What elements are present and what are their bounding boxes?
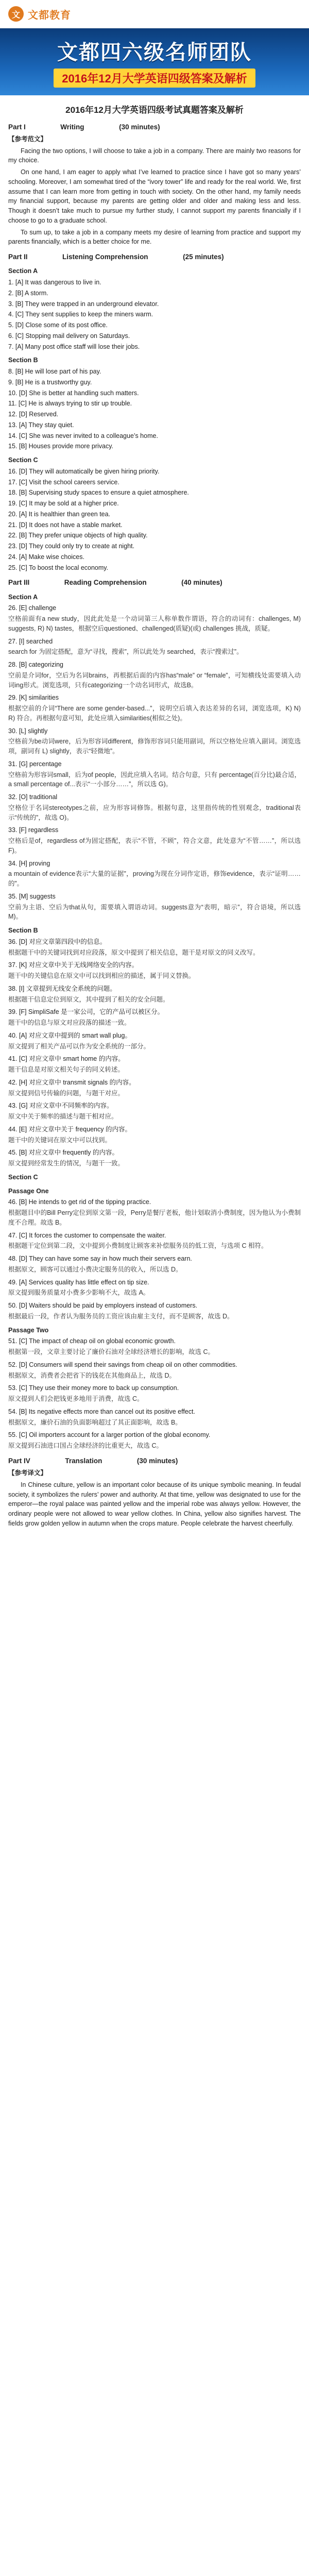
answer-explanation: 题干信息是对原文相关句子的同义转述。 bbox=[8, 1066, 125, 1073]
answer-item: 31. [G] percentage bbox=[8, 760, 62, 768]
part1-time: (30 minutes) bbox=[119, 123, 160, 131]
part2-label: Part II bbox=[8, 253, 28, 261]
part3-heading bbox=[8, 578, 301, 588]
part1-essay bbox=[8, 146, 301, 247]
answer-item: 5. [D] Close some of its post office. bbox=[8, 321, 108, 329]
part3-section-c-label: Section C bbox=[8, 1173, 38, 1181]
answer-explanation: 空前是介词for，空后为名词brains，再根据后面的内容has“male” or “female”，可知横线处需要填入动词ing形式。浏览选项，只有categorizing一个动名词形式，故选B。 bbox=[8, 671, 301, 689]
answer-item: 34. [H] proving bbox=[8, 859, 50, 867]
logo-text: 文都教育 bbox=[28, 9, 71, 21]
answer-item: 39. [F] SimpliSafe 是一家公司，它的产品可以被区分。 bbox=[8, 1008, 164, 1016]
answer-item: 11. [C] He is always trying to stir up trouble. bbox=[8, 400, 132, 408]
answer-item: 18. [B] Supervising study spaces to ensure a quiet atmosphere. bbox=[8, 489, 189, 497]
logo-icon: 文 bbox=[8, 6, 24, 22]
answer-item: 3. [B] They were trapped in an underground elevator. bbox=[8, 300, 159, 308]
answer-explanation: 原文提到人们会把钱更多地用于消费，故选 C。 bbox=[8, 1395, 144, 1402]
answer-item: 32. [O] traditional bbox=[8, 793, 58, 801]
answer-item: 50. [D] Waiters should be paid by employers instead of customers. bbox=[8, 1302, 198, 1309]
answer-item: 53. [C] They use their money more to back up consumption. bbox=[8, 1384, 179, 1392]
answer-item: 37. [K] 对应文章中关于无线网络安全的内容。 bbox=[8, 961, 139, 969]
top-bar bbox=[0, 0, 309, 28]
part4-heading bbox=[8, 1456, 301, 1466]
passage-one-list bbox=[8, 1197, 301, 1321]
answer-item: 14. [C] She was never invited to a colleague’s home. bbox=[8, 432, 158, 439]
answer-explanation: search for 为固定搭配，意为“寻找，搜索”，所以此处为 searched，表示“搜索过”。 bbox=[8, 648, 243, 656]
answer-item: 15. [B] Houses provide more privacy. bbox=[8, 443, 114, 450]
part3-time: (40 minutes) bbox=[181, 579, 222, 587]
answer-item: 8. [B] He will lose part of his pay. bbox=[8, 368, 101, 375]
answer-item: 42. [H] 对应文章中 transmit signals 的内容。 bbox=[8, 1078, 135, 1086]
part2-name: Listening Comprehension bbox=[62, 253, 148, 261]
essay-paragraph: Facing the two options, I will choose to take a job in a company. There are mainly two reasons for my choice. bbox=[8, 147, 301, 164]
answer-item: 44. [E] 对应文章中关于 frequency 的内容。 bbox=[8, 1125, 131, 1133]
part2-section-c-label: Section C bbox=[8, 456, 38, 464]
answer-item: 10. [D] She is better at handling such matters. bbox=[8, 389, 139, 397]
answer-item: 12. [D] Reserved. bbox=[8, 411, 59, 418]
part2-section-c-list bbox=[8, 467, 301, 573]
passage-one-label: Passage One bbox=[8, 1187, 49, 1195]
answer-explanation: 空格前面有a new study，因此此处是一个动词第三人称单数作谓语，符合的动词有：challenges, M) suggests, R) N) tastes，根据空后questioned、challenged(质疑)(或) challenges 挑战，质疑。 bbox=[8, 615, 301, 632]
answer-explanation: 题干中的关键词在原文中可以找到。 bbox=[8, 1136, 112, 1144]
part2-section-a-list bbox=[8, 278, 301, 351]
answer-explanation: 原文提到了相关产品可以作为安全系统的一部分。 bbox=[8, 1042, 150, 1050]
answer-item: 45. [B] 对应文章中 frequently 的内容。 bbox=[8, 1149, 118, 1157]
banner-title: 文都四六级名师团队 bbox=[57, 41, 252, 64]
part1-ref-label: 【参考范文】 bbox=[8, 135, 47, 143]
answer-explanation: 空格前为形容词small，后为of people，因此应填入名词。结合句意，只有 percentage(百分比)最合适，a small percentage of...表示“一小部分……”，所以选 G)。 bbox=[8, 771, 301, 788]
answer-explanation: 根据最后一段，作者认为服务员的工资应该由雇主支付，而不是顾客，故选 D。 bbox=[8, 1312, 234, 1320]
answer-item: 40. [A] 对应文章中提到的 smart wall plug。 bbox=[8, 1031, 131, 1039]
answer-explanation: 空格位于名词stereotypes之前，应为形容词修饰。根据句意，这里指传统的性别观念，traditional表示“传统的”，故选 O)。 bbox=[8, 804, 301, 821]
answer-item: 2. [B] A storm. bbox=[8, 289, 48, 297]
answer-explanation: 根据题干定位到第二段，文中提到小费制度让顾客来补偿服务员的低工资，与选项 C 相符。 bbox=[8, 1242, 268, 1250]
part3-name: Reading Comprehension bbox=[64, 579, 147, 587]
answer-item: 47. [C] It forces the customer to compensate the waiter. bbox=[8, 1231, 166, 1239]
answer-item: 51. [C] The impact of cheap oil on global economic growth. bbox=[8, 1337, 176, 1345]
answer-item: 52. [D] Consumers will spend their savings from cheap oil on other commodities. bbox=[8, 1361, 237, 1368]
answer-item: 36. [D] 对应文章第四段中的信息。 bbox=[8, 938, 107, 945]
answer-explanation: 根据原文，消费者会把省下的钱花在其他商品上，故选 D。 bbox=[8, 1371, 176, 1379]
document-title: 2016年12月大学英语四级考试真题答案及解析 bbox=[65, 105, 244, 115]
answer-item: 27. [I] searched bbox=[8, 637, 53, 645]
answer-explanation: 原文提到经常发生的情况，与题干一致。 bbox=[8, 1160, 125, 1167]
answer-item: 28. [B] categorizing bbox=[8, 661, 64, 668]
answer-explanation: 原文中关于频率的描述与题干相对应。 bbox=[8, 1113, 118, 1120]
answer-explanation: 根据题干中的关键词找到对应段落，原文中提到了相关信息，题干是对原文的同义改写。 bbox=[8, 948, 260, 956]
answer-item: 22. [B] They prefer unique objects of high quality. bbox=[8, 532, 148, 539]
answer-item: 29. [K] similarities bbox=[8, 694, 59, 702]
part2-time: (25 minutes) bbox=[183, 253, 224, 261]
banner bbox=[0, 28, 309, 95]
part3-section-a-list bbox=[8, 603, 301, 922]
answer-item: 49. [A] Services quality has little effect on tip size. bbox=[8, 1278, 149, 1286]
answer-explanation: 题干中的信息与原文对应段落的描述一致。 bbox=[8, 1019, 131, 1026]
answer-item: 43. [G] 对应文章中不同频率的内容。 bbox=[8, 1102, 113, 1110]
answer-item: 1. [A] It was dangerous to live in. bbox=[8, 279, 101, 286]
answer-item: 41. [C] 对应文章中 smart home 的内容。 bbox=[8, 1055, 125, 1063]
banner-subtitle: 2016年12月大学英语四级答案及解析 bbox=[54, 69, 255, 88]
answer-explanation: 空前为主语、空后为that从句，需要填入谓语动词。suggests意为“表明，暗示”，符合语境，所以选 M)。 bbox=[8, 903, 301, 921]
answer-item: 19. [C] It may be sold at a higher price. bbox=[8, 500, 119, 507]
part1-name: Writing bbox=[60, 123, 84, 131]
answer-explanation: 空格前为be动词were，后为形容词different，修饰形容词只能用副词，所以空格处应填入副词。浏览选项，副词有 L) slightly，表示“轻微地”。 bbox=[8, 738, 301, 755]
answer-item: 33. [F] regardless bbox=[8, 826, 59, 834]
part1-label: Part I bbox=[8, 123, 26, 131]
answer-explanation: 根据第一段，文章主要讨论了廉价石油对全球经济增长的影响，故选 C。 bbox=[8, 1348, 215, 1355]
answer-item: 54. [B] Its negative effects more than cancel out its positive effect. bbox=[8, 1408, 195, 1415]
answer-item: 9. [B] He is a trustworthy guy. bbox=[8, 378, 92, 386]
essay-paragraph: On one hand, I am eager to apply what I’ve learned to practice since I have got so many years’ schooling. Moreover, I am somewhat tired of the “ivory tower” life and ready for the real world. We, first assume that I can learn more from getting in touch with society. On the other hand, my family needs my financial support, because my parents are getting older and older and making less and less. Though it doesn’t take much to pursue my further study, I cannot support my parents financially if I choose to go to a graduate school. bbox=[8, 168, 301, 224]
part4-time: (30 minutes) bbox=[136, 1456, 178, 1465]
essay-paragraph: To sum up, to take a job in a company meets my desire of learning from practice and support my parents financially, which is a better choice for me. bbox=[8, 228, 301, 246]
part3-section-a-label: Section A bbox=[8, 593, 38, 601]
answer-explanation: 根据原文，廉价石油的负面影响超过了其正面影响，故选 B。 bbox=[8, 1418, 182, 1426]
answer-item: 38. [I] 文章提到无线安全系统的问题。 bbox=[8, 985, 116, 992]
answer-item: 7. [A] Many post office staff will lose their jobs. bbox=[8, 343, 140, 350]
answer-explanation: 原文提到服务质量对小费多少影响不大，故选 A。 bbox=[8, 1289, 150, 1297]
answer-explanation: 根据题干信息定位到原文，其中提到了相关的安全问题。 bbox=[8, 995, 169, 1003]
answer-explanation: 题干中的关键信息在原文中可以找到相应的描述，属于同义替换。 bbox=[8, 972, 195, 979]
answer-item: 48. [D] They can have some say in how much their servers earn. bbox=[8, 1255, 192, 1262]
answer-item: 6. [C] Stopping mail delivery on Saturdays. bbox=[8, 332, 130, 340]
answer-item: 55. [C] Oil importers account for a larger portion of the global economy. bbox=[8, 1431, 211, 1439]
answer-explanation: 根据题目中的Bill Perry定位到原文第一段，Perry是餐厅老板，他计划取消小费制度，因为他认为小费制度不合理。故选 B。 bbox=[8, 1209, 301, 1226]
part3-label: Part III bbox=[8, 579, 30, 587]
answer-item: 20. [A] It is healthier than green tea. bbox=[8, 510, 111, 518]
answer-explanation: 空格后是of，regardless of为固定搭配，表示“不管，不顾”，符合文意，此处意为“不管……”，所以选 F)。 bbox=[8, 837, 301, 854]
answer-item: 13. [A] They stay quiet. bbox=[8, 421, 74, 429]
answer-item: 24. [A] Make wise choices. bbox=[8, 553, 84, 561]
part3-section-b-label: Section B bbox=[8, 927, 38, 934]
part2-section-b-label: Section B bbox=[8, 357, 38, 364]
answer-item: 21. [D] It does not have a stable market. bbox=[8, 521, 123, 529]
answer-item: 46. [B] He intends to get rid of the tipping practice. bbox=[8, 1198, 151, 1206]
document-body bbox=[0, 95, 309, 1541]
answer-item: 30. [L] slightly bbox=[8, 727, 48, 735]
answer-explanation: 根据空前的介词“There are some gender-based...”，说明空后填入表达差异的名词，浏览选项，K) N) R) 符合。再根据句意可知，此处应填入similarities(相似之处)。 bbox=[8, 705, 301, 722]
answer-item: 4. [C] They sent supplies to keep the miners warm. bbox=[8, 311, 153, 318]
answer-explanation: 根据原文，顾客可以通过小费决定服务员的收入，所以选 D。 bbox=[8, 1265, 182, 1273]
answer-item: 25. [C] To boost the local economy. bbox=[8, 564, 109, 571]
part4-label: Part IV bbox=[8, 1456, 30, 1465]
answer-item: 17. [C] Visit the school careers service. bbox=[8, 478, 119, 486]
part4-name: Translation bbox=[65, 1456, 102, 1465]
answer-item: 26. [E] challenge bbox=[8, 604, 57, 612]
part3-section-b-list bbox=[8, 937, 301, 1168]
part2-heading bbox=[8, 252, 301, 262]
passage-two-list bbox=[8, 1336, 301, 1451]
answer-item: 35. [M] suggests bbox=[8, 892, 56, 900]
answer-item: 23. [D] They could only try to create at night. bbox=[8, 543, 135, 550]
part2-section-a-label: Section A bbox=[8, 267, 38, 275]
answer-item: 16. [D] They will automatically be given hiring priority. bbox=[8, 467, 160, 475]
passage-two-label: Passage Two bbox=[8, 1326, 49, 1334]
answer-explanation: 原文提到石油进口国占全球经济的比重更大，故选 C。 bbox=[8, 1442, 163, 1449]
answer-explanation: 原文提到信号传输的问题，与题干对应。 bbox=[8, 1089, 125, 1097]
answer-explanation: a mountain of evidence表示“大量的证据”，proving为现在分词作定语，修饰evidence，表示“证明……的”。 bbox=[8, 870, 301, 887]
part2-section-b-list bbox=[8, 367, 301, 451]
part1-heading bbox=[8, 122, 301, 132]
part4-translation: In Chinese culture, yellow is an important color because of its unique symbolic meaning. In feudal society, it symbolizes the rulers’ power and authority. At that time, yellow was designated to use for the emperor—the royal palace was painted yellow and the imperial robe was always yellow. However, the ordinary people were not allowed to wear yellow clothes. In China, yellow also signifies harvest. The fields grow golden yellow in autumn when the crops mature. People celebrate the harvest cheerfully. bbox=[8, 1481, 301, 1527]
part4-ref-label: 【参考译文】 bbox=[8, 1469, 47, 1477]
